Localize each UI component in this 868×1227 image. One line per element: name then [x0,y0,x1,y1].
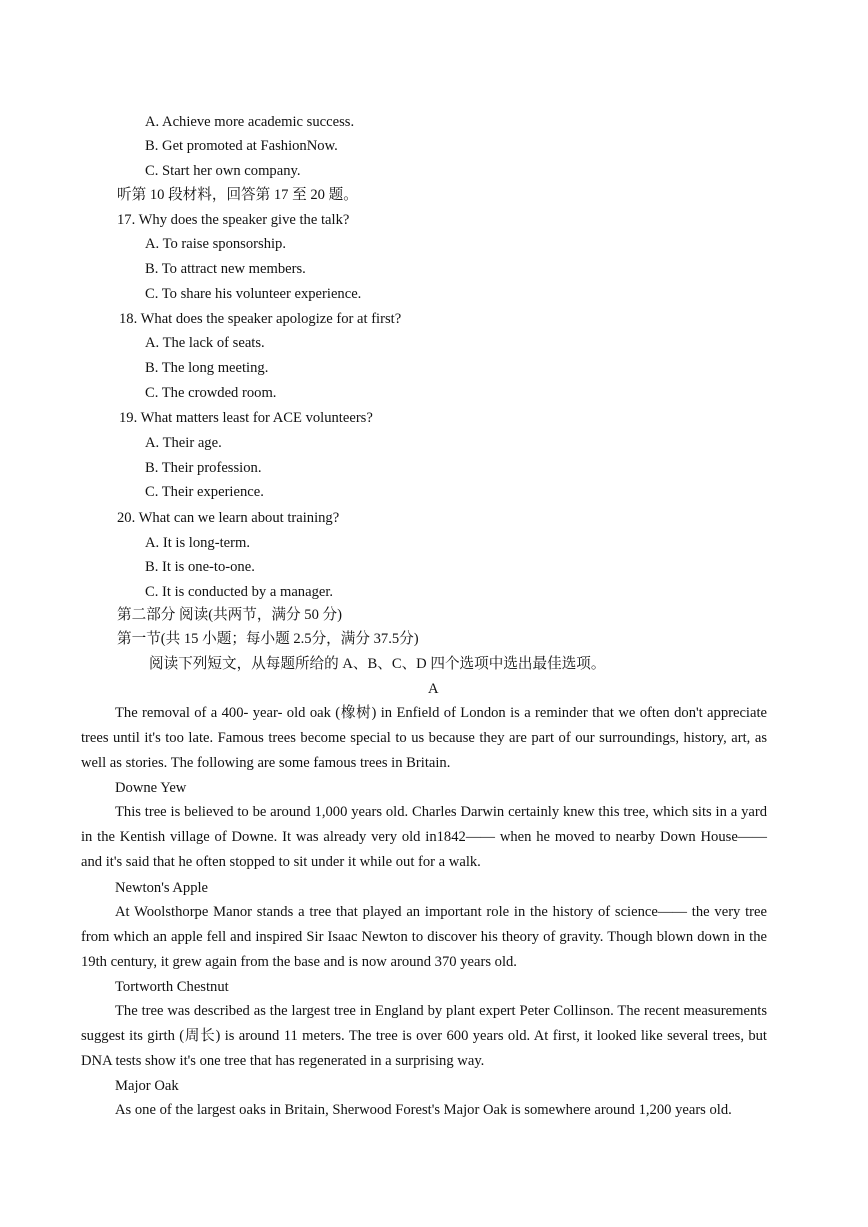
tree-text-downe-yew: This tree is believed to be around 1,000 years old. Charles Darwin certainly knew this tree, which sits in a yard in the Kentish village of Downe. It was already very old in1842—— when he moved to nearby Down House—— and it's said that he often stopped to sit under it while out for a walk. [81,804,767,870]
q20-option-a: A. It is long-term. [145,535,250,551]
q18-option-b: B. The long meeting. [145,360,269,376]
q20-option-c: C. It is conducted by a manager. [145,584,334,600]
q16-option-c: C. Start her own company. [145,163,301,179]
tree-name-downe-yew: Downe Yew [115,780,187,796]
q17-option-a: A. To raise sponsorship. [145,236,286,252]
listening-instruction: 听第 10 段材料，回答第 17 至 20 题。 [117,187,358,203]
q20-question: 20. What can we learn about training? [117,510,340,526]
q18-option-a: A. The lack of seats. [145,335,265,351]
tree-text-newtons-apple: At Woolsthorpe Manor stands a tree that played an important role in the history of science—— the very tree from which an apple fell and inspired Sir Isaac Newton to discover his theory of gravity. Though blown down in the 19th century, it grew again from the base and is now around 370 years old. [81,904,767,970]
q20-option-b: B. It is one-to-one. [145,559,255,575]
tree-name-major-oak: Major Oak [115,1078,179,1094]
tree-text-tortworth-chestnut: The tree was described as the largest tree in England by plant expert Peter Collinson. The recent measurements suggest its girth (周长) is around 11 meters. The tree is over 600 years old. At first, it looked like several trees, but DNA tests show it's one tree that has regenerated in a surprising way. [81,1003,767,1069]
part2-title: 第二部分 阅读(共两节，满分 50 分) [117,607,342,623]
q19-option-a: A. Their age. [145,435,222,451]
q18-question: 18. What does the speaker apologize for at first? [119,311,402,327]
passage-label-text: A [428,681,439,697]
passage-intro: The removal of a 400- year- old oak (橡树) in Enfield of London is a reminder that we often don't appreciate trees until it's too late. Famous trees become special to us because they are part of our surroundings, history, art, as well as stories. The following are some famous trees in Britain. [81,705,767,771]
q16-option-a: A. Achieve more academic success. [145,114,355,130]
section1-title: 第一节(共 15 小题；每小题 2.5分，满分 37.5分) [117,631,419,647]
q19-question: 19. What matters least for ACE volunteers? [119,410,373,426]
tree-name-tortworth-chestnut: Tortworth Chestnut [115,979,229,995]
q17-option-b: B. To attract new members. [145,261,306,277]
q16-option-b: B. Get promoted at FashionNow. [145,138,338,154]
reading-instruction: 阅读下列短文，从每题所给的 A、B、C、D 四个选项中选出最佳选项。 [149,656,606,672]
tree-name-newtons-apple: Newton's Apple [115,880,209,896]
tree-text-major-oak: As one of the largest oaks in Britain, Sherwood Forest's Major Oak is somewhere around 1,200 years old. [115,1102,732,1118]
q19-option-c: C. Their experience. [145,484,264,500]
q18-option-c: C. The crowded room. [145,385,277,401]
q19-option-b: B. Their profession. [145,460,262,476]
q17-option-c: C. To share his volunteer experience. [145,286,362,302]
q17-question: 17. Why does the speaker give the talk? [117,212,350,228]
